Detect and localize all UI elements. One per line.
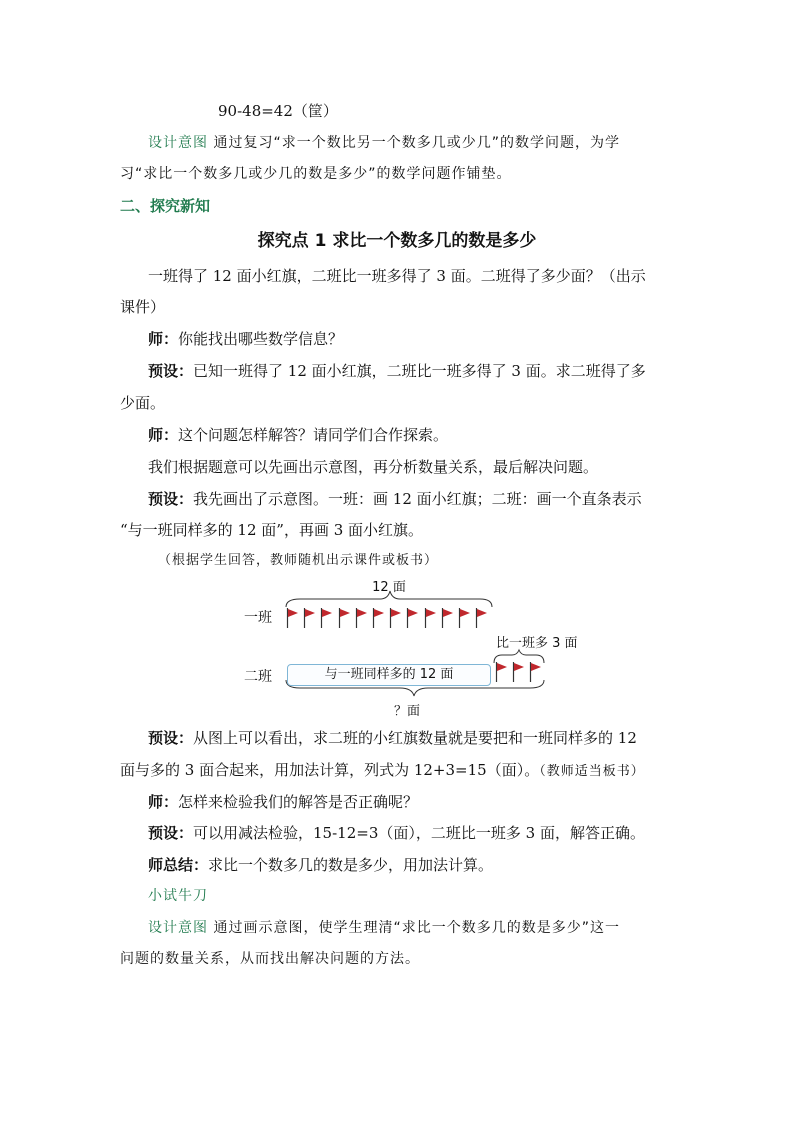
red-flag-icon xyxy=(495,661,508,683)
dialogue-text: 这个问题怎样解答？请同学们合作探索。 xyxy=(178,426,449,444)
dialogue-text: 面与多的 3 面合起来，用加法计算，列式为 12+3=15（面）。 xyxy=(120,761,540,779)
equation-line: 90-48=42（筐） xyxy=(218,102,338,120)
more-label: 比一班多 3 面 xyxy=(496,636,578,651)
section-title: 二、探究新知 xyxy=(120,197,211,215)
design-intent-label: 设计意图 xyxy=(148,920,208,936)
board-note: （教师适当板书） xyxy=(539,764,645,779)
teacher-note: （根据学生回答，教师随机出示课件或板书） xyxy=(158,553,439,568)
problem-text: 一班得了 12 面小红旗，二班比一班多得了 3 面。二班得了多少面？（出示 xyxy=(148,267,646,285)
question-label: ？面 xyxy=(394,704,421,719)
red-flag-icon xyxy=(389,607,402,629)
speaker-label: 预设： xyxy=(148,729,194,747)
design-intent-text: 通过复习“求一个数比另一个数多几或少几”的数学问题，为学 xyxy=(213,135,620,151)
explore-title: 探究点 1 求比一个数多几的数是多少 xyxy=(257,231,537,251)
dialogue-text: 怎样来检验我们的解答是否正确呢？ xyxy=(178,793,419,811)
body-text: 我们根据题意可以先画出示意图，再分析数量关系，最后解决问题。 xyxy=(148,458,599,476)
teacher-question xyxy=(148,329,343,349)
speaker-label: 师： xyxy=(148,793,179,811)
teacher-question xyxy=(148,792,418,812)
design-intent-label: 设计意图 xyxy=(148,135,208,151)
red-flag-icon xyxy=(424,607,437,629)
speaker-label: 师： xyxy=(148,426,179,444)
red-flag-icon xyxy=(303,607,316,629)
dialogue-text: 求比一个数多几的数是多少，用加法计算。 xyxy=(208,856,494,874)
same-as-class1-bar: 与一班同样多的 12 面 xyxy=(287,664,491,686)
design-intent-paragraph xyxy=(148,918,620,938)
red-flag-icon xyxy=(355,607,368,629)
teacher-summary xyxy=(148,855,493,875)
red-flag-icon xyxy=(512,661,525,683)
design-intent-text: 通过画示意图，使学生理清“求比一个数多几的数是多少”这一 xyxy=(213,920,620,936)
preset-answer xyxy=(148,728,637,748)
row1-label: 一班 xyxy=(244,610,272,626)
speaker-label: 预设： xyxy=(148,362,194,380)
red-flag-icon xyxy=(529,661,542,683)
dialogue-text: 已知一班得了 12 面小红旗，二班比一班多得了 3 面。求二班得了多 xyxy=(193,362,646,380)
preset-answer xyxy=(148,489,642,509)
problem-text-cont: 课件） xyxy=(120,298,166,316)
design-intent-text-cont: 问题的数量关系，从而找出解决问题的方法。 xyxy=(120,951,420,967)
dialogue-text: 从图上可以看出，求二班的小红旗数量就是要把和一班同样多的 12 xyxy=(193,729,637,747)
red-flag-icon xyxy=(372,607,385,629)
speaker-label: 预设： xyxy=(148,824,194,842)
dialogue-text-cont xyxy=(120,760,645,782)
red-flag-icon xyxy=(441,607,454,629)
red-flag-icon xyxy=(320,607,333,629)
dialogue-text: 你能找出哪些数学信息？ xyxy=(178,330,344,348)
dialogue-text-cont: “与一班同样多的 12 面”，再画 3 面小红旗。 xyxy=(120,521,424,539)
preset-answer xyxy=(148,361,646,381)
speaker-label: 预设： xyxy=(148,490,194,508)
try-it-heading: 小试牛刀 xyxy=(148,888,208,904)
red-flag-icon xyxy=(475,607,488,629)
red-flag-icon xyxy=(338,607,351,629)
design-intent-paragraph xyxy=(148,133,620,153)
red-flag-icon xyxy=(406,607,419,629)
bar-diagram xyxy=(0,570,794,720)
total-label: 12 面 xyxy=(372,580,406,595)
red-flag-icon xyxy=(458,607,471,629)
dialogue-text: 可以用减法检验，15-12=3（面），二班比一班多 3 面，解答正确。 xyxy=(193,824,645,842)
preset-answer xyxy=(148,823,645,843)
speaker-label: 师： xyxy=(148,330,179,348)
dialogue-text-cont: 少面。 xyxy=(120,394,166,412)
red-flag-icon xyxy=(286,607,299,629)
row2-label: 二班 xyxy=(244,669,272,685)
teacher-question xyxy=(148,425,448,445)
dialogue-text: 我先画出了示意图。一班：画 12 面小红旗；二班：画一个直条表示 xyxy=(193,490,642,508)
speaker-label: 师总结： xyxy=(148,856,209,874)
design-intent-text-cont: 习“求比一个数多几或少几的数是多少”的数学问题作铺垫。 xyxy=(120,166,512,182)
